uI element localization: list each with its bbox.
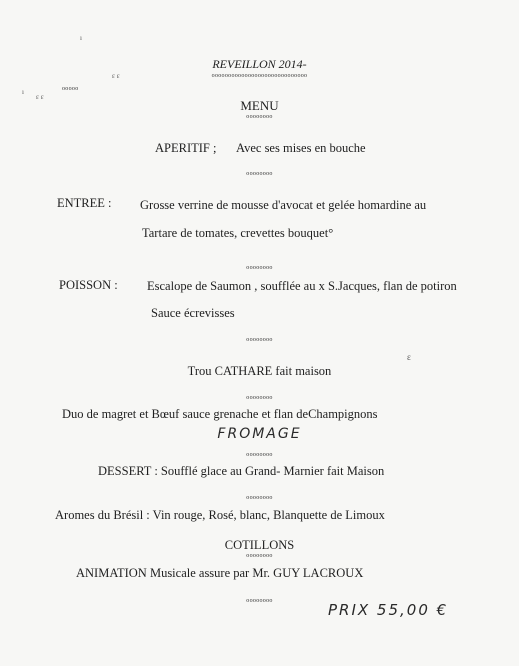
ornament-divider: oooooooo [246, 495, 273, 501]
aperitif-text: Avec ses mises en bouche [236, 141, 366, 155]
ornament-divider: oooooooo [246, 171, 273, 177]
entree-line-1: Grosse verrine de mousse d'avocat et gelée homardine au [140, 198, 427, 212]
price-handwritten: PRIX 55,00 € [328, 601, 449, 619]
entree-label: ENTREE : [57, 196, 112, 210]
margin-ornament: ooooo [62, 86, 79, 92]
ornament-divider: oooooooo [246, 114, 273, 120]
menu-page: ı ε ε ı ε ε ɛ ooooo REVEILLON 2014- ooooooooooooooooooooooooooooo MENU oooooooo APERITIF ; Avec ses mises en bouche oooooooo ENTREE : Grosse verrine de mousse d'avocat et gelée homardine au Tartare de tomates, crevettes bouquet° oooooooo POISSON : Escalope de Saumon , soufflée au x S.Jacques, flan de potiron Sauce écrevisses oooooooo Trou CATHARE fait maison oooooooo Duo de magret et Bœuf sauce grenache et flan deChampignons FROMAGE oooooooo DESSERT : Soufflé glace au Grand- Marnier fait Maison oooooooo Aromes du Brésil : Vin rouge, Rosé, blanc, Blanquette de Limoux COTILLONS oooooooo ANIMATION Musicale assure par Mr. GUY LACROUX oooooooo PRIX 55,00 € [0, 0, 519, 666]
poisson-label: POISSON : [59, 278, 118, 292]
poisson-line-2: Sauce écrevisses [151, 306, 235, 320]
vins-line: Aromes du Brésil : Vin rouge, Rosé, blanc, Blanquette de Limoux [55, 508, 385, 522]
ornament-divider: ooooooooooooooooooooooooooooo [211, 73, 308, 79]
menu-heading: MENU [240, 98, 279, 113]
plat-line: Duo de magret et Bœuf sauce grenache et flan deChampignons [62, 407, 378, 421]
page-title: REVEILLON 2014- [212, 57, 307, 71]
poisson-line-1: Escalope de Saumon , soufflée au x S.Jacques, flan de potiron [147, 279, 457, 293]
ornament-divider: oooooooo [246, 265, 273, 271]
fromage-handwritten: FROMAGE [217, 426, 302, 442]
ornament-divider: oooooooo [246, 598, 273, 604]
aperitif-label: APERITIF ; [155, 141, 217, 155]
cotillons-heading: COTILLONS [224, 538, 295, 552]
ornament-divider: oooooooo [246, 337, 273, 343]
ornament-divider: oooooooo [246, 553, 273, 559]
trou-line: Trou CATHARE fait maison [187, 364, 332, 378]
ornament-divider: oooooooo [246, 452, 273, 458]
entree-line-2: Tartare de tomates, crevettes bouquet° [142, 226, 334, 240]
animation-line: ANIMATION Musicale assure par Mr. GUY LACROUX [76, 566, 364, 580]
dessert-line: DESSERT : Soufflé glace au Grand- Marnier fait Maison [98, 464, 385, 478]
ornament-divider: oooooooo [246, 395, 273, 401]
